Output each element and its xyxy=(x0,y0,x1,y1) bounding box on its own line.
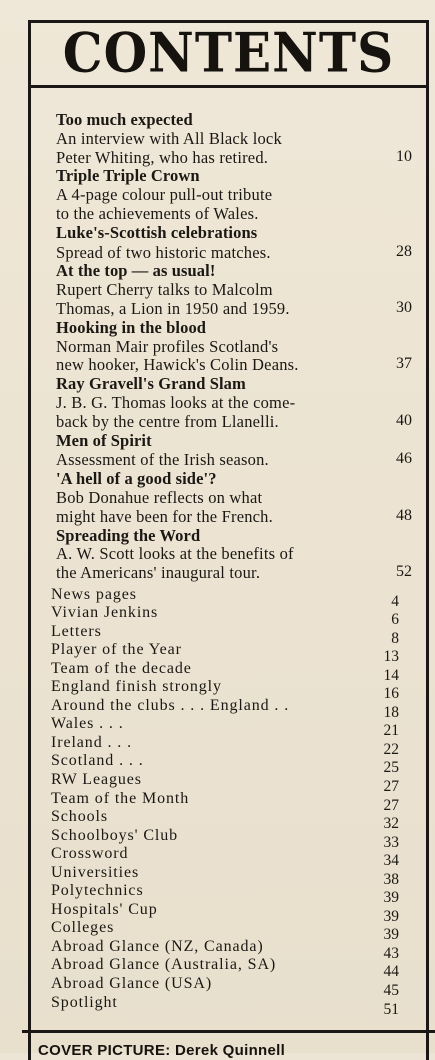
regular-label: Abroad Glance (Australia, SA) xyxy=(51,956,277,974)
feature-title: Men of Spirit xyxy=(56,430,152,450)
regular-label: Team of the Month xyxy=(51,789,190,807)
regular-label: Hospitals' Cup xyxy=(51,900,158,918)
feature-title: Too much expected xyxy=(56,110,193,129)
title-bar xyxy=(28,20,429,88)
regular-label: Ireland . . . xyxy=(51,733,133,751)
feature-row xyxy=(56,338,412,376)
regular-label: News pages xyxy=(51,585,137,603)
regular-item xyxy=(51,826,399,851)
feature-description: A. W. Scott looks at the benefits of the Americans' inaugural tour. xyxy=(56,544,294,583)
regular-item xyxy=(51,678,399,703)
feature-title: At the top — as usual! xyxy=(56,261,216,281)
regular-page-number: 39 xyxy=(383,926,399,944)
feature-page-number: 28 xyxy=(396,242,412,260)
regular-item xyxy=(51,919,399,944)
regular-label: Schools xyxy=(51,808,108,826)
regular-page-number: 4 xyxy=(391,592,399,610)
feature-item xyxy=(56,319,412,375)
feature-page-number: 37 xyxy=(396,355,412,373)
regular-label: Abroad Glance (NZ, Canada) xyxy=(51,937,264,955)
regular-pages-list xyxy=(51,585,399,1018)
regular-item xyxy=(51,882,399,907)
regular-item xyxy=(51,659,399,684)
regular-label: Abroad Glance (USA) xyxy=(51,975,213,993)
regular-page-number: 22 xyxy=(383,740,399,758)
regular-label: Scotland . . . xyxy=(51,752,144,770)
feature-item xyxy=(56,224,412,263)
feature-page-number: 46 xyxy=(396,450,412,468)
regular-label: Vivian Jenkins xyxy=(51,604,159,622)
regular-item xyxy=(51,733,399,758)
feature-title: Triple Triple Crown xyxy=(56,166,200,186)
regular-label: Colleges xyxy=(51,919,115,937)
regular-item xyxy=(51,696,399,721)
feature-page-number: 10 xyxy=(396,147,412,165)
feature-item xyxy=(56,111,412,167)
regular-label: Spotlight xyxy=(51,993,118,1011)
regular-label: Player of the Year xyxy=(51,641,182,659)
bottom-divider xyxy=(22,1030,435,1033)
feature-row xyxy=(56,545,412,583)
cover-caption: COVER PICTURE: Derek Quinnell xyxy=(38,1042,286,1059)
regular-item xyxy=(51,604,399,629)
feature-row xyxy=(56,186,412,224)
regular-page-number: 16 xyxy=(383,685,399,703)
regular-page-number: 39 xyxy=(383,889,399,907)
regular-item xyxy=(51,752,399,777)
regular-page-number: 44 xyxy=(383,963,399,981)
page-title: CONTENTS xyxy=(62,20,395,84)
regular-label: RW Leagues xyxy=(51,771,142,789)
feature-row xyxy=(56,243,412,263)
feature-row xyxy=(56,489,412,527)
feature-item xyxy=(56,167,412,223)
regular-label: Wales . . . xyxy=(51,715,124,733)
feature-item xyxy=(56,262,412,318)
regular-page-number: 18 xyxy=(383,703,399,721)
regular-label: Universities xyxy=(51,863,140,881)
feature-item xyxy=(56,375,412,431)
regular-item xyxy=(51,937,399,962)
feature-description: Bob Donahue reflects on what might have been for the French. xyxy=(56,487,273,526)
feature-description: Spread of two historic matches. xyxy=(56,242,271,262)
feature-page-number: 48 xyxy=(396,506,412,524)
feature-row xyxy=(56,450,412,470)
regular-item xyxy=(51,956,399,981)
feature-description: A 4-page colour pull-out tribute to the achievements of Wales. xyxy=(56,185,273,223)
regular-item xyxy=(51,585,399,610)
regular-page-number: 13 xyxy=(383,648,399,666)
regular-page-number: 51 xyxy=(383,1000,399,1018)
feature-title: Spreading the Word xyxy=(56,525,201,545)
regular-item xyxy=(51,622,399,647)
feature-item xyxy=(56,527,412,583)
regular-page-number: 45 xyxy=(383,982,399,1000)
regular-page-number: 33 xyxy=(383,833,399,851)
regular-item xyxy=(51,900,399,925)
regular-page-number: 39 xyxy=(383,907,399,925)
feature-page-number: 52 xyxy=(396,563,412,581)
regular-label: Crossword xyxy=(51,845,129,863)
regular-item xyxy=(51,974,399,1000)
feature-title: Ray Gravell's Grand Slam xyxy=(56,374,246,394)
regular-page-number: 32 xyxy=(383,815,399,833)
feature-description: Norman Mair profiles Scotland's new hooker, Hawick's Colin Deans. xyxy=(56,336,299,375)
regular-page-number: 38 xyxy=(383,870,399,888)
regular-page-number: 8 xyxy=(391,629,399,647)
feature-description: An interview with All Black lock Peter Whiting, who has retired. xyxy=(56,128,282,167)
feature-list xyxy=(56,111,412,583)
regular-page-number: 25 xyxy=(383,759,399,777)
feature-title: Hooking in the blood xyxy=(56,317,207,337)
regular-item xyxy=(51,808,399,833)
regular-page-number: 34 xyxy=(383,852,399,870)
regular-page-number: 14 xyxy=(383,666,399,684)
feature-description: Rupert Cherry talks to Malcolm Thomas, a Lion in 1950 and 1959. xyxy=(56,280,290,318)
feature-page-number: 40 xyxy=(396,411,412,429)
regular-item xyxy=(51,789,399,814)
feature-row xyxy=(56,281,412,319)
regular-item xyxy=(51,993,399,1018)
regular-page-number: 27 xyxy=(383,778,399,796)
feature-description: J. B. G. Thomas looks at the come- back by the centre from Llanelli. xyxy=(56,392,296,431)
regular-page-number: 6 xyxy=(391,611,399,629)
feature-title: Luke's-Scottish celebrations xyxy=(56,222,258,242)
feature-page-number xyxy=(380,223,412,224)
regular-label: Around the clubs . . . England . . xyxy=(51,696,290,714)
feature-row xyxy=(56,394,412,432)
regular-page-number: 43 xyxy=(383,944,399,962)
feature-title: 'A hell of a good side'? xyxy=(56,469,217,489)
regular-item xyxy=(51,863,399,888)
feature-item xyxy=(56,470,412,526)
regular-label: Polytechnics xyxy=(51,882,144,900)
regular-label: Team of the decade xyxy=(51,659,192,677)
feature-page-number: 30 xyxy=(396,298,412,316)
feature-row xyxy=(56,130,412,168)
regular-label: Letters xyxy=(51,622,102,640)
regular-item xyxy=(51,715,399,740)
regular-label: England finish strongly xyxy=(51,678,222,696)
regular-item xyxy=(51,845,399,870)
regular-item xyxy=(51,770,399,796)
regular-label: Schoolboys' Club xyxy=(51,826,179,844)
regular-item xyxy=(51,641,399,666)
feature-item xyxy=(56,432,412,471)
feature-description: Assessment of the Irish season. xyxy=(56,450,269,470)
regular-page-number: 21 xyxy=(383,722,399,740)
regular-page-number: 27 xyxy=(383,796,399,814)
